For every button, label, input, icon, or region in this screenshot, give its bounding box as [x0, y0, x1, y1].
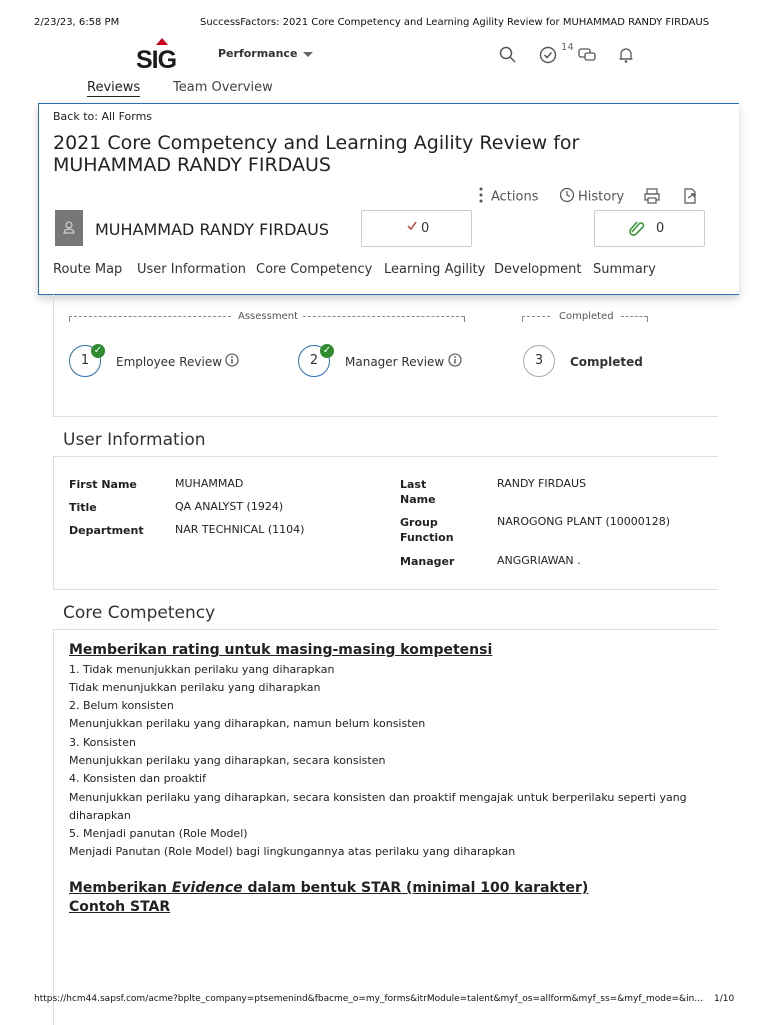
step-1-circle: 1	[69, 345, 101, 377]
tab-team-overview[interactable]: Team Overview	[173, 80, 273, 95]
actions-button[interactable]	[479, 187, 539, 207]
evidence-heading-italic: Evidence	[171, 880, 243, 896]
group-function-label	[400, 515, 454, 545]
title-label: Title	[69, 501, 97, 514]
group-function-label-line2: Function	[400, 531, 454, 544]
group-function-value: NAROGONG PLANT (10000128)	[497, 515, 671, 528]
step-complete-check-icon: ✓	[91, 344, 105, 358]
history-label: History	[578, 189, 625, 205]
person-icon	[55, 210, 83, 246]
rating-line: 1. Tidak menunjukkan perilaku yang diharapkan	[69, 663, 335, 676]
paperclip-icon	[628, 220, 646, 236]
stage-divider	[522, 316, 550, 317]
form-title: 2021 Core Competency and Learning Agility Review for MUHAMMAD RANDY FIRDAUS	[53, 132, 580, 176]
last-name-label	[400, 477, 436, 507]
checks-count: 0	[421, 221, 430, 236]
company-logo[interactable]	[136, 38, 190, 72]
more-vertical-icon	[479, 187, 483, 207]
avatar	[55, 210, 83, 246]
group-function-label-line1: Group	[400, 516, 438, 529]
stage-bracket	[464, 316, 465, 322]
step-2-circle: 2	[298, 345, 330, 377]
step-3-label: Completed	[570, 355, 643, 369]
manager-value: ANGGRIAWAN .	[497, 554, 581, 567]
actions-label: Actions	[491, 189, 539, 205]
stage-divider	[621, 316, 647, 317]
evidence-heading	[69, 880, 588, 896]
rating-line: Menjadi Panutan (Role Model) bagi lingkungannya atas perilaku yang diharapkan	[69, 845, 516, 858]
info-icon[interactable]	[225, 353, 239, 367]
stage-bracket	[647, 316, 648, 322]
clock-icon	[559, 187, 575, 207]
nav-summary[interactable]: Summary	[593, 262, 656, 277]
first-name-value: MUHAMMAD	[175, 477, 244, 490]
back-to-all-forms-link[interactable]: Back to: All Forms	[53, 110, 153, 123]
module-menu[interactable]	[218, 47, 313, 60]
rating-line: 3. Konsisten	[69, 736, 136, 749]
print-url: https://hcm44.sapsf.com/acme?bplte_company=ptsemenind&fbacme_o=my_forms&itrModule=talent&myf_os=allform&myf_ss=&myf_mode=&in…	[34, 994, 704, 1004]
stage-divider	[303, 316, 464, 317]
search-icon[interactable]	[498, 45, 518, 65]
info-icon[interactable]	[448, 353, 462, 367]
department-label: Department	[69, 524, 144, 537]
rating-line: diharapkan	[69, 809, 131, 822]
chevron-down-icon	[303, 52, 313, 57]
rating-instructions-heading: Memberikan rating untuk masing-masing kompetensi	[69, 642, 493, 658]
step-2-label: Manager Review	[345, 355, 445, 369]
nav-core-competency[interactable]: Core Competency	[256, 262, 373, 277]
print-icon[interactable]	[643, 187, 661, 205]
module-menu-label: Performance	[218, 47, 298, 60]
check-icon	[406, 220, 418, 232]
star-example-heading: Contoh STAR	[69, 899, 171, 915]
step-1-label: Employee Review	[116, 355, 223, 369]
manager-label: Manager	[400, 555, 455, 568]
print-page-title: SuccessFactors: 2021 Core Competency and Learning Agility Review for MUHAMMAD RANDY FIRDAUS	[200, 17, 710, 28]
first-name-label: First Name	[69, 478, 137, 491]
last-name-label-line2: Name	[400, 493, 436, 506]
attachments-counter[interactable]	[594, 210, 705, 247]
evidence-heading-prefix: Memberikan	[69, 880, 172, 896]
checks-counter[interactable]	[361, 210, 472, 247]
stage-divider	[69, 316, 231, 317]
tab-reviews[interactable]: Reviews	[87, 80, 141, 95]
rating-line: 4. Konsisten dan proaktif	[69, 772, 206, 785]
print-page-number: 1/10	[714, 994, 735, 1004]
title-value: QA ANALYST (1924)	[175, 500, 284, 513]
nav-user-information[interactable]: User Information	[137, 262, 247, 277]
chat-icon[interactable]	[577, 45, 597, 65]
rating-line: Menunjukkan perilaku yang diharapkan, namun belum konsisten	[69, 717, 426, 730]
department-value: NAR TECHNICAL (1104)	[175, 523, 305, 536]
rating-line: Tidak menunjukkan perilaku yang diharapkan	[69, 681, 321, 694]
nav-development[interactable]: Development	[494, 262, 582, 277]
rating-line: 2. Belum konsisten	[69, 699, 174, 712]
nav-learning-agility[interactable]: Learning Agility	[384, 262, 486, 277]
history-button[interactable]	[559, 187, 624, 207]
stage-assessment-label: Assessment	[238, 311, 298, 322]
step-complete-check-icon: ✓	[320, 344, 334, 358]
core-competency-title: Core Competency	[63, 603, 216, 623]
bell-icon[interactable]	[616, 45, 636, 65]
logo-mark-icon	[156, 38, 168, 45]
rating-line: Menunjukkan perilaku yang diharapkan, secara konsisten dan proaktif mengajak untuk berperilaku seperti yang	[69, 791, 687, 804]
stage-completed-label: Completed	[559, 311, 614, 322]
form-header-card	[38, 103, 739, 295]
last-name-label-line1: Last	[400, 478, 427, 491]
export-icon[interactable]	[681, 187, 699, 205]
logo-text: SIG	[136, 46, 177, 74]
rating-line: Menunjukkan perilaku yang diharapkan, secara konsisten	[69, 754, 386, 767]
todo-check-icon[interactable]	[538, 45, 558, 65]
evidence-heading-suffix: dalam bentuk STAR (minimal 100 karakter)	[242, 880, 589, 896]
rating-line: 5. Menjadi panutan (Role Model)	[69, 827, 248, 840]
employee-name: MUHAMMAD RANDY FIRDAUS	[95, 220, 330, 239]
print-date: 2/23/23, 6:58 PM	[34, 17, 120, 28]
attachments-count: 0	[656, 221, 665, 236]
notification-count-badge: 14	[561, 42, 574, 53]
user-information-title: User Information	[63, 430, 206, 450]
nav-route-map[interactable]: Route Map	[53, 262, 123, 277]
step-3-circle: 3	[523, 345, 555, 377]
last-name-value: RANDY FIRDAUS	[497, 477, 587, 490]
